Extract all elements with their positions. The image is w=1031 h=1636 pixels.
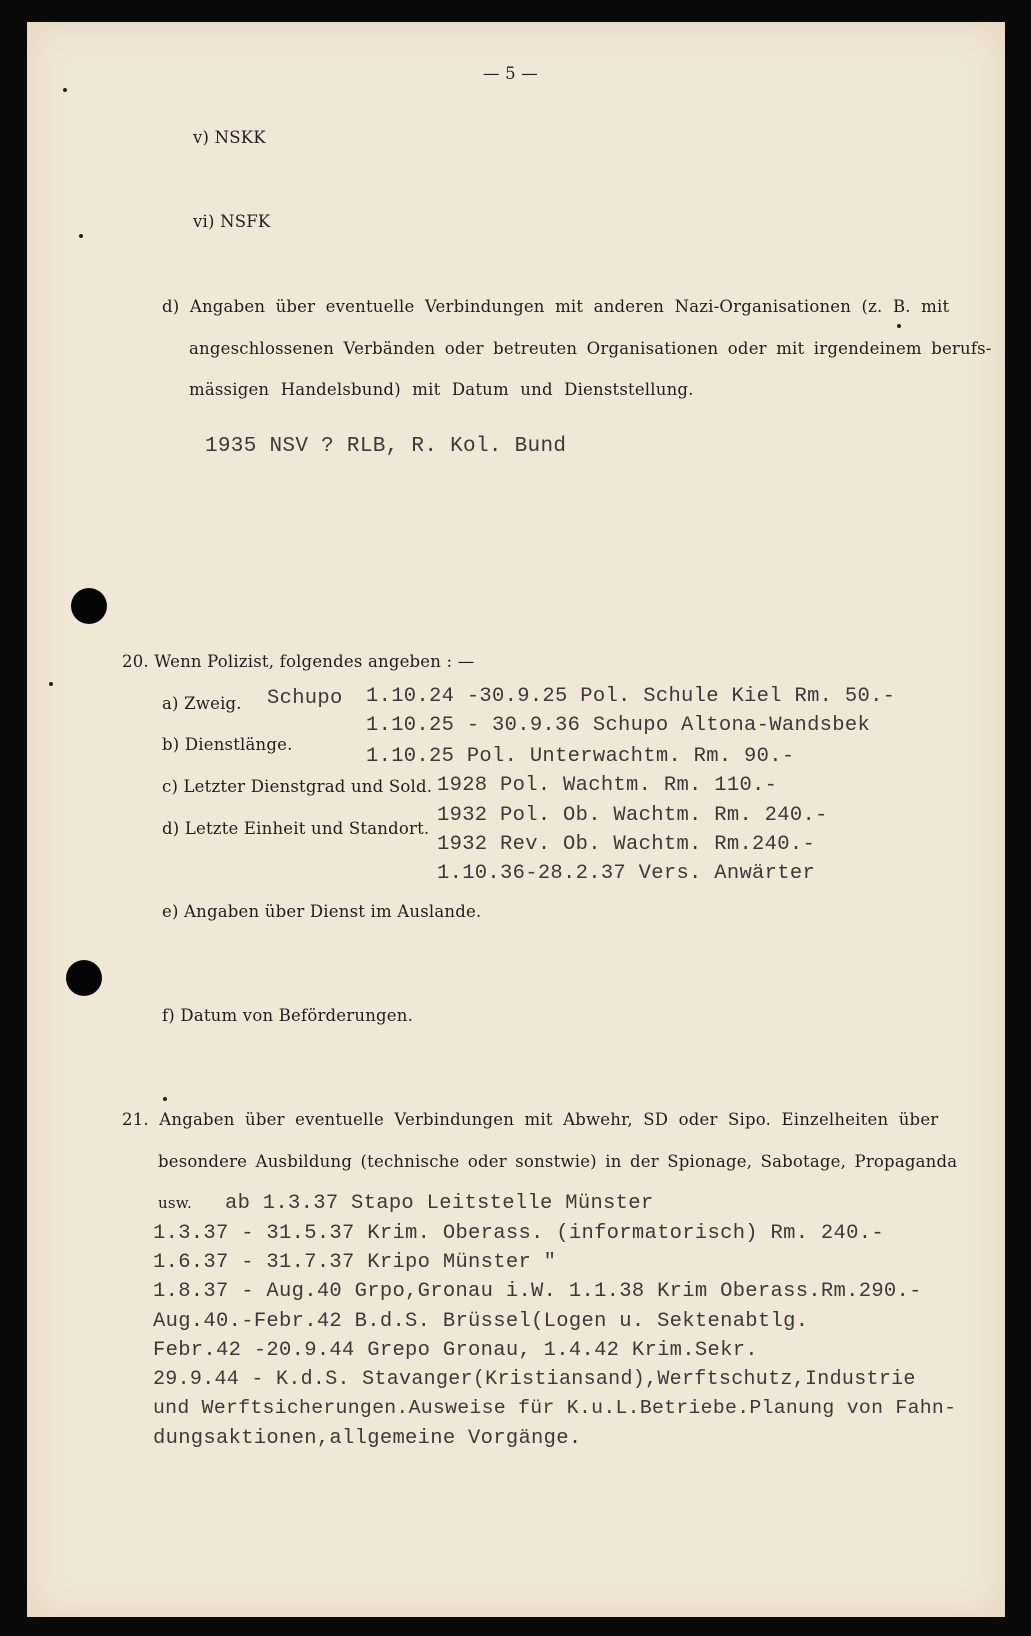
section-20-typed-line: 1.10.24 -30.9.25 Pol. Schule Kiel Rm. 50.- [366, 685, 896, 708]
section-20-typed-line: 1.10.36-28.2.37 Vers. Anwärter [437, 862, 816, 885]
section-20-typed-line: 1928 Pol. Wachtm. Rm. 110.- [437, 774, 778, 797]
section-21-typed-line: 1.6.37 - 31.7.37 Kripo Münster " [153, 1251, 557, 1274]
section-21-typed-line: 29.9.44 - K.d.S. Stavanger(Kristiansand),Werftschutz,Industrie [153, 1368, 916, 1391]
item-d-line-2: angeschlossenen Verbänden oder betreuten Organisationen oder mit irgendeinem berufs- [189, 339, 992, 358]
section-21-typed-line: dungsaktionen,allgemeine Vorgänge. [153, 1427, 582, 1450]
section-20-typed-line: 1932 Rev. Ob. Wachtm. Rm.240.- [437, 833, 816, 856]
margin-mark [79, 234, 83, 238]
margin-mark [897, 324, 901, 328]
margin-mark [63, 88, 67, 92]
margin-mark [49, 682, 53, 686]
section-20-typed-line: 1932 Pol. Ob. Wachtm. Rm. 240.- [437, 804, 828, 827]
document-page [27, 22, 1005, 1617]
page-number: — 5 — [483, 64, 538, 83]
item-d-typed-answer: 1935 NSV ? RLB, R. Kol. Bund [205, 435, 567, 458]
section-20-typed-line: 1.10.25 - 30.9.36 Schupo Altona-Wandsbek [366, 714, 871, 737]
section-21-typed-line: Febr.42 -20.9.44 Grepo Gronau, 1.4.42 Krim.Sekr. [153, 1339, 758, 1362]
section-21-line-1: 21. Angaben über eventuelle Verbindungen mit Abwehr, SD oder Sipo. Einzelheiten über [122, 1110, 939, 1129]
section-21-typed-first: ab 1.3.37 Stapo Leitstelle Münster [225, 1192, 654, 1215]
section-21-typed-line: 1.8.37 - Aug.40 Grpo,Gronau i.W. 1.1.38 Krim Oberass.Rm.290.- [153, 1280, 922, 1303]
section-20-typed-line: 1.10.25 Pol. Unterwachtm. Rm. 90.- [366, 745, 795, 768]
section-20-e-label: e) Angaben über Dienst im Auslande. [162, 902, 482, 921]
section-20-c-label: c) Letzter Dienstgrad und Sold. [162, 777, 433, 796]
item-d-line-3: mässigen Handelsbund) mit Datum und Dienststellung. [189, 380, 694, 399]
section-20-heading: 20. Wenn Polizist, folgendes angeben : — [122, 652, 475, 671]
section-20-f-label: f) Datum von Beförderungen. [162, 1006, 414, 1025]
section-20-b-label: b) Dienstlänge. [162, 735, 293, 754]
section-21-usw: usw. [158, 1194, 192, 1212]
section-20-a-typed-zweig: Schupo [267, 687, 343, 710]
item-d-line-1: d) Angaben über eventuelle Verbindungen mit anderen Nazi-Organisationen (z. B. mit [162, 297, 950, 316]
section-21-typed-line: und Werftsicherungen.Ausweise für K.u.L.Betriebe.Planung von Fahn- [153, 1397, 957, 1419]
punch-hole-top [71, 588, 107, 624]
item-vi-nsfk: vi) NSFK [193, 212, 271, 231]
section-20-d-label: d) Letzte Einheit und Standort. [162, 819, 430, 838]
section-20-a-label: a) Zweig. [162, 694, 242, 713]
section-21-typed-line: Aug.40.-Febr.42 B.d.S. Brüssel(Logen u. Sektenabtlg. [153, 1310, 809, 1333]
margin-mark [163, 1097, 167, 1101]
section-21-line-2: besondere Ausbildung (technische oder sonstwie) in der Spionage, Sabotage, Propaganda [158, 1152, 958, 1171]
item-v-nskk: v) NSKK [193, 128, 266, 147]
section-21-typed-line: 1.3.37 - 31.5.37 Krim. Oberass. (informatorisch) Rm. 240.- [153, 1222, 884, 1245]
punch-hole-bottom [66, 960, 102, 996]
